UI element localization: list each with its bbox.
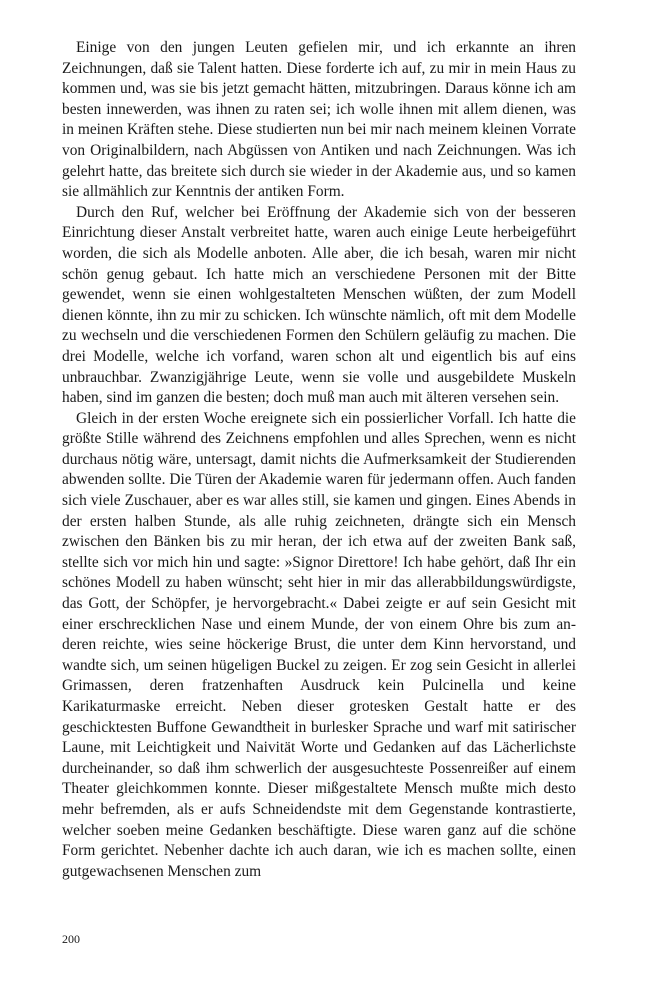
paragraph-3: Gleich in der ersten Woche ereignete sich ein possierlicher Vorfall. Ich hatte die größte Stille während des Zeichnens empfohlen und alles Sprechen, wenn es nicht durchaus nötig wäre, untersagt, damit nichts die Aufmerksamkeit der Studierenden abwenden sollte. Die Türen der Akademie waren für jedermann offen. Auch fanden sich viele Zuschauer, aber es war alles still, sie kamen und gingen. Eines Abends in der ersten halben Stunde, als alle ruhig zeichneten, drängte sich ein Mensch zwischen den Bänken bis zu mir heran, der ich etwa auf der zweiten Bank saß, stellte sich vor mich hin und sagte: »Signor Direttore! Ich habe gehört, daß Ihr ein schönes Modell zu haben wünscht; seht hier in mir das allerabbildungswürdigste, das Gott, der Schöpfer, je hervorgebracht.« Dabei zeigte er auf sein Gesicht mit einer erschrecklichen Nase und einem Munde, der von einem Ohre bis zum anderen reichte, wies seine höckerige Brust, die unter dem Kinn hervorstand, und wandte sich, um seinen hügeligen Buckel zu zeigen. Er zog sein Gesicht in allerlei Grimassen, deren fratzenhaften Ausdruck kein Pulcinella und keine Karikaturmaske erreicht. Neben dieser grotesken Gestalt hatte er des geschicktesten Buffone Gewandtheit in burlesker Sprache und warf mit satirischer Laune, mit Leichtigkeit und Naivität Worte und Gedanken auf das Lächerlichste durcheinander, so daß ihm schwerlich der ausgesuchteste Possenreißer auf einem Theater gleichkommen konnte. Dieser mißgestaltete Mensch mußte mich desto mehr befremden, als er aufs Schneidendste mit dem Gegenstande kontrastierte, welcher soeben meine Gedanken beschäftigte. Diese waren ganz auf die schöne Form gerichtet. Nebenher dachte ich auch daran, wie ich es machen sollte, einen gutgewachsenen Menschen zum — [62, 409, 576, 880]
paragraph-1: Einige von den jungen Leuten gefielen mir, und ich erkannte an ihren Zeichnungen, daß sie Talent hatten. Diese forderte ich auf, zu mir in mein Haus zu kommen und, was sie bis jetzt gemacht hätten, mitzubringen. Daraus könne ich am besten innewerden, was ihnen zu raten sei; ich wolle ihnen mit allem dienen, was in meinen Kräften stehe. Diese studierten nun bei mir nach meinem kleinen Vorrate von Originalbildern, nach Abgüssen von Antiken und nach Zeichnungen. Was ich gelehrt hatte, das breitete sich durch sie wieder in der Akademie aus, und so kamen sie allmählich zur Kenntnis der antiken Form. — [62, 39, 576, 201]
paragraph-2: Durch den Ruf, welcher bei Eröffnung der Akademie sich von der besseren Einrichtung dieser Anstalt verbreitet hatte, waren auch einige Leute herbeigeführt worden, die sich als Modelle anboten. Alle aber, die ich besah, waren mir nicht schön genug gebaut. Ich hatte mich an verschiedene Personen mit der Bitte gewendet, wenn sie einen wohlgestalteten Menschen wüßten, der zum Modell dienen könnte, ihn zu mir zu schicken. Ich wünschte nämlich, oft mit dem Modelle zu wechseln und die verschiedenen Formen den Schülern geläufig zu machen. Die drei Modelle, welche ich vorfand, waren schon alt und eigentlich bis auf eins unbrauchbar. Zwanzigjährige Leute, wenn sie volle und ausgebildete Muskeln haben, sind im ganzen die besten; doch muß man auch mit älteren versehen sein. — [62, 203, 576, 407]
page-body — [62, 38, 576, 882]
page-number: 200 — [62, 932, 80, 946]
